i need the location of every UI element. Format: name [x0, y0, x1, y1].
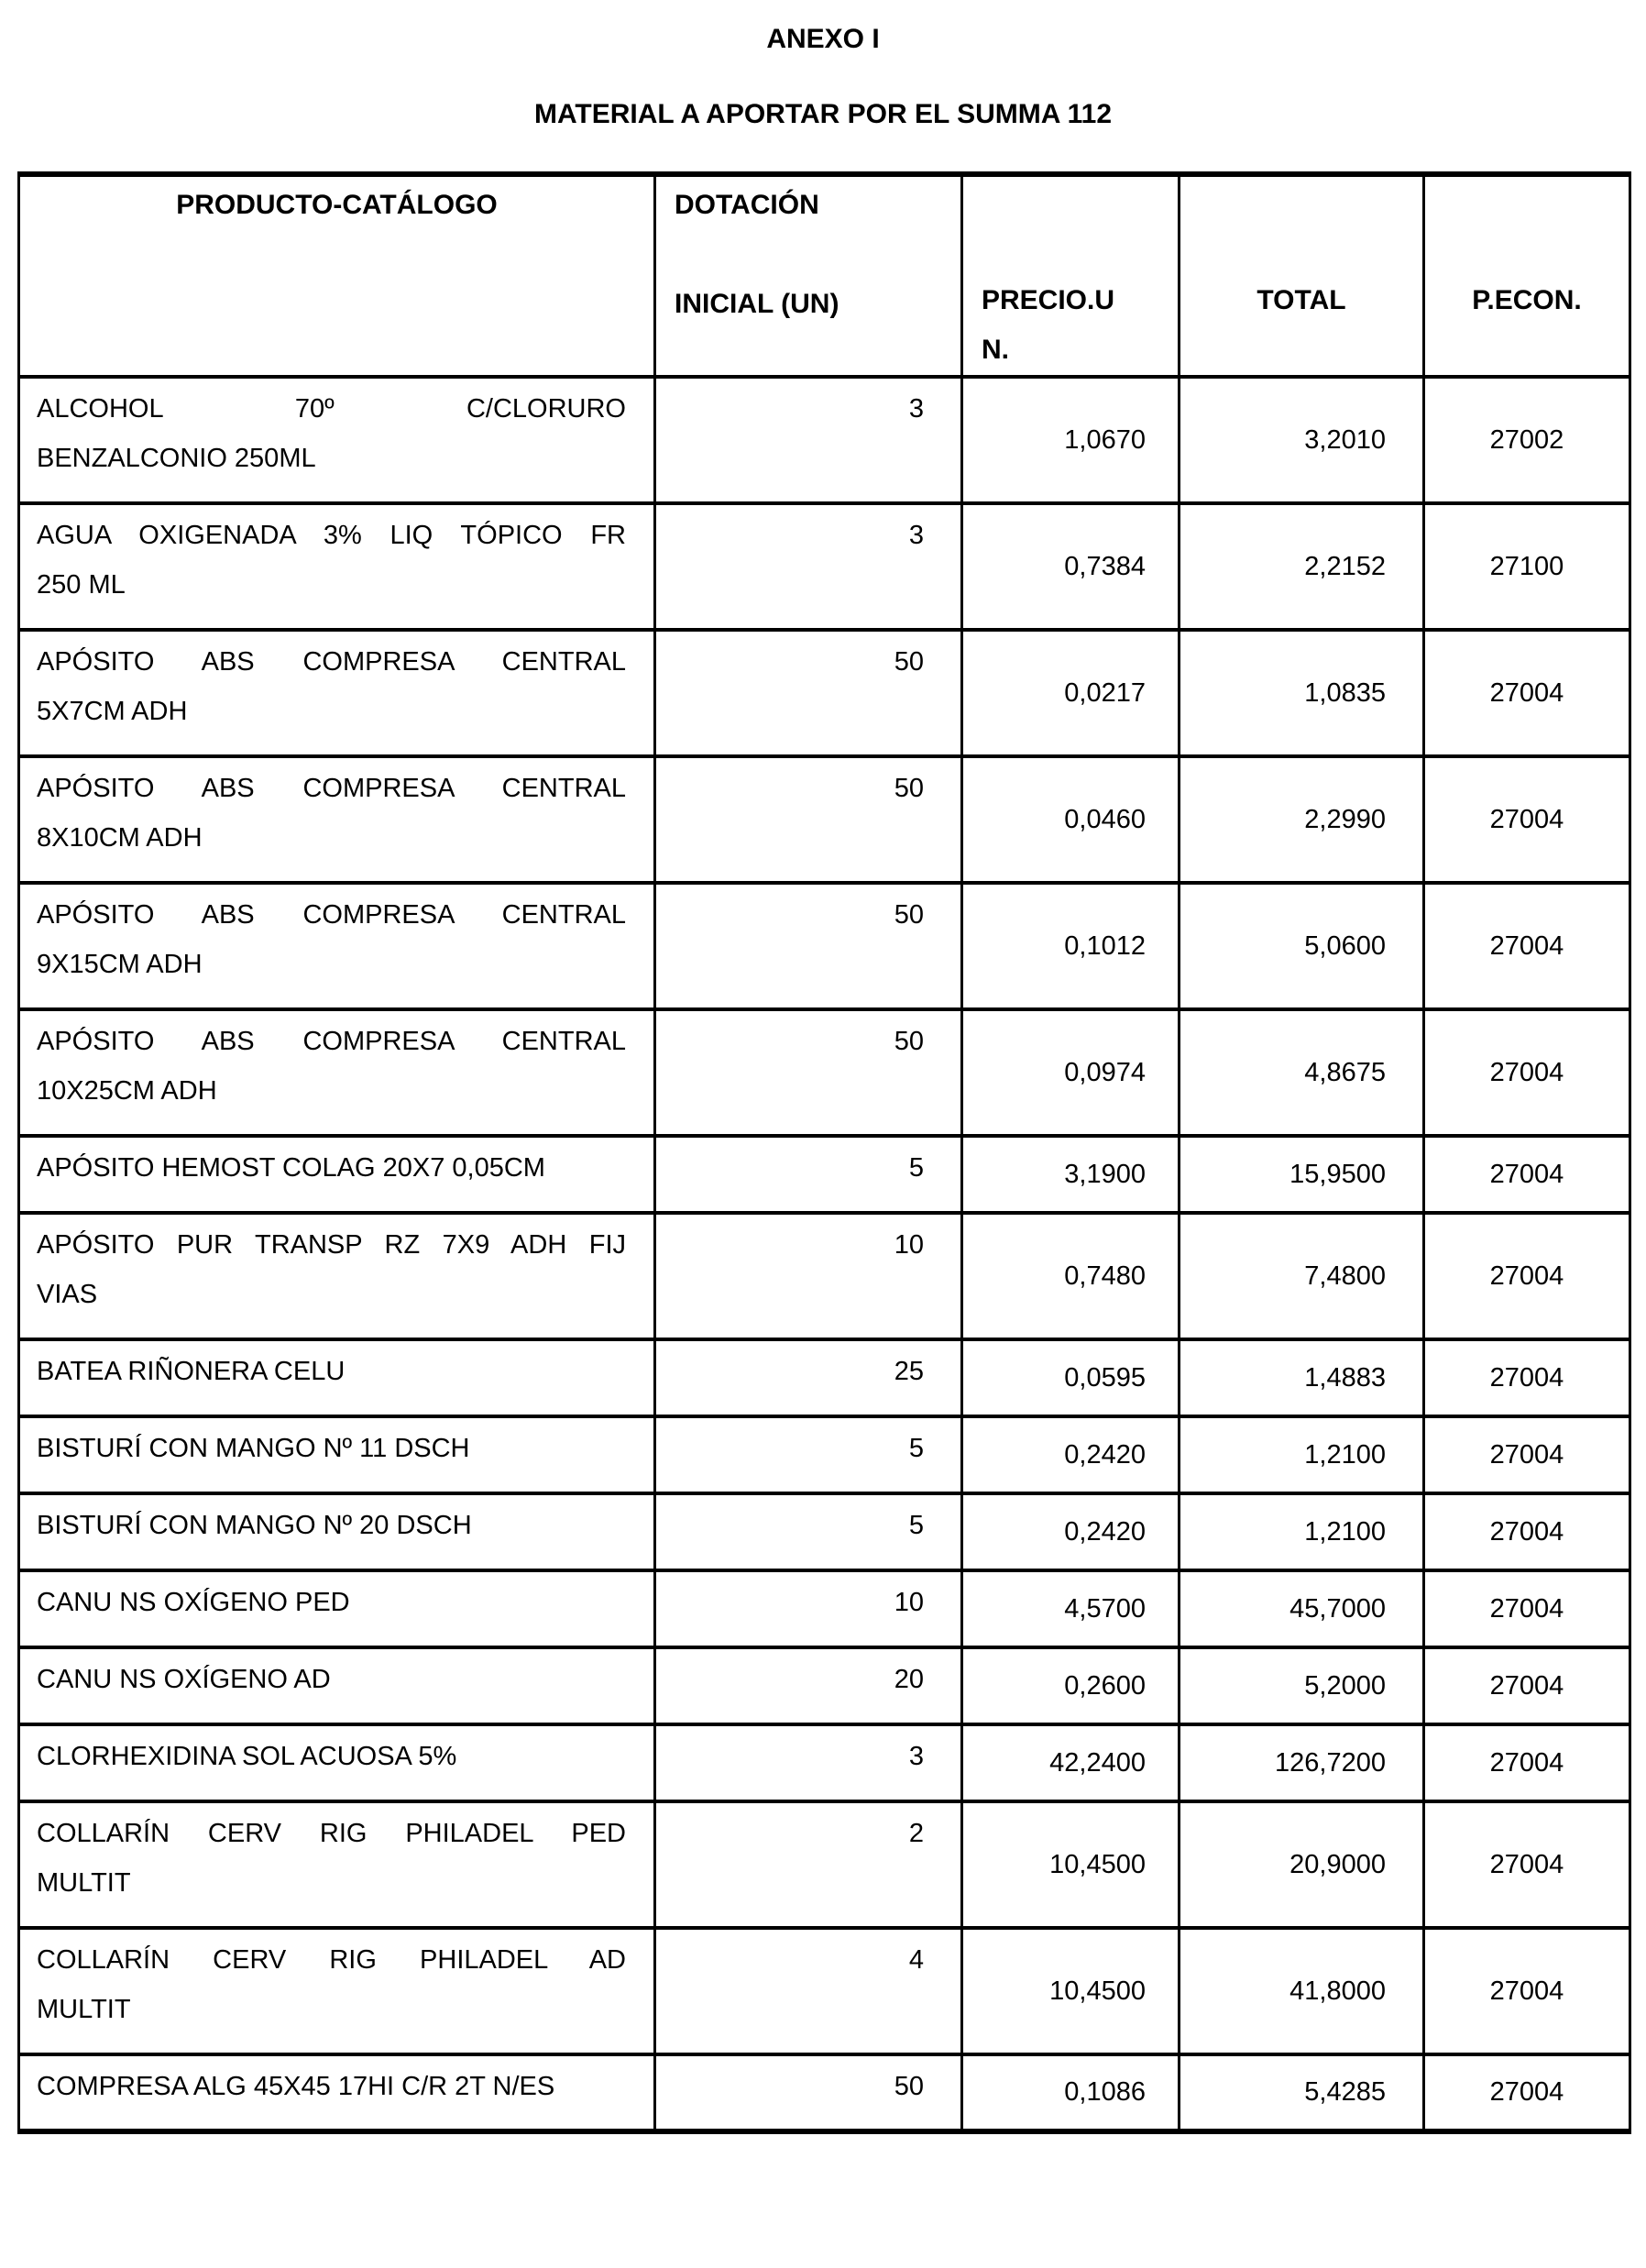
- precio-cell: 0,0595: [962, 1339, 1180, 1416]
- pecon-cell: 27004: [1424, 1416, 1630, 1493]
- header-row: [19, 174, 1630, 377]
- precio-cell: 4,5700: [962, 1570, 1180, 1647]
- product-line: MULTIT: [37, 1995, 131, 2024]
- product-line: VIAS: [37, 1280, 98, 1309]
- dotacion-cell: 10: [655, 1213, 962, 1339]
- pecon-cell: 27004: [1424, 1928, 1630, 2054]
- pecon-cell: 27004: [1424, 756, 1630, 883]
- total-cell: 15,9500: [1180, 1136, 1424, 1213]
- table-row: [19, 1928, 1630, 2054]
- product-line: COMPRESA ALG 45X45 17HI C/R 2T N/ES: [37, 2072, 555, 2101]
- table-row: [19, 1339, 1630, 1416]
- product-line: 9X15CM ADH: [37, 950, 203, 979]
- table-row: [19, 1213, 1630, 1339]
- product-line: 5X7CM ADH: [37, 697, 188, 726]
- header-pecon: [1424, 174, 1630, 377]
- dotacion-cell: 20: [655, 1647, 962, 1724]
- product-cell: [19, 1801, 655, 1928]
- header-producto: [19, 174, 655, 377]
- pecon-cell: 27004: [1424, 630, 1630, 756]
- total-cell: 1,0835: [1180, 630, 1424, 756]
- table-row: [19, 1416, 1630, 1493]
- table-row: [19, 1136, 1630, 1213]
- document-page: [0, 24, 1646, 2134]
- product-cell: [19, 883, 655, 1009]
- precio-cell: 3,1900: [962, 1136, 1180, 1213]
- pecon-cell: 27004: [1424, 1136, 1630, 1213]
- precio-cell: 10,4500: [962, 1801, 1180, 1928]
- dotacion-cell: 3: [655, 1724, 962, 1801]
- product-cell: [19, 503, 655, 630]
- header-dotacion-line2: INICIAL (UN): [675, 289, 839, 319]
- precio-cell: 0,2420: [962, 1493, 1180, 1570]
- total-cell: 7,4800: [1180, 1213, 1424, 1339]
- header-precio-line2: N.: [982, 335, 1009, 365]
- pecon-cell: 27004: [1424, 1339, 1630, 1416]
- product-line: ALCOHOL 70º C/CLORURO: [37, 394, 626, 424]
- total-cell: 45,7000: [1180, 1570, 1424, 1647]
- dotacion-cell: 50: [655, 883, 962, 1009]
- table-row: [19, 756, 1630, 883]
- precio-cell: 0,1012: [962, 883, 1180, 1009]
- table-row: [19, 883, 1630, 1009]
- dotacion-cell: 3: [655, 503, 962, 630]
- precio-cell: 1,0670: [962, 377, 1180, 503]
- total-cell: 2,2152: [1180, 503, 1424, 630]
- product-cell: [19, 1213, 655, 1339]
- product-line: BISTURÍ CON MANGO Nº 11 DSCH: [37, 1434, 470, 1463]
- product-line: COLLARÍN CERV RIG PHILADEL PED: [37, 1819, 626, 1848]
- dotacion-cell: 50: [655, 1009, 962, 1136]
- pecon-cell: 27004: [1424, 1801, 1630, 1928]
- header-producto-label: PRODUCTO-CATÁLOGO: [176, 190, 498, 220]
- product-line: CLORHEXIDINA SOL ACUOSA 5%: [37, 1742, 457, 1771]
- product-cell: [19, 1724, 655, 1801]
- product-cell: [19, 1339, 655, 1416]
- dotacion-cell: 5: [655, 1493, 962, 1570]
- pecon-cell: 27004: [1424, 2054, 1630, 2131]
- header-total: [1180, 174, 1424, 377]
- product-cell: [19, 756, 655, 883]
- header-precio-line1: PRECIO.U: [982, 285, 1115, 315]
- precio-cell: 0,2420: [962, 1416, 1180, 1493]
- product-line: 250 ML: [37, 570, 126, 600]
- product-line: CANU NS OXÍGENO PED: [37, 1588, 350, 1617]
- header-total-label: TOTAL: [1256, 285, 1346, 315]
- pecon-cell: 27004: [1424, 1724, 1630, 1801]
- dotacion-cell: 25: [655, 1339, 962, 1416]
- precio-cell: 0,2600: [962, 1647, 1180, 1724]
- pecon-cell: 27100: [1424, 503, 1630, 630]
- dotacion-cell: 10: [655, 1570, 962, 1647]
- dotacion-cell: 5: [655, 1136, 962, 1213]
- total-cell: 3,2010: [1180, 377, 1424, 503]
- product-cell: [19, 1136, 655, 1213]
- total-cell: 5,4285: [1180, 2054, 1424, 2131]
- dotacion-cell: 50: [655, 630, 962, 756]
- table-row: [19, 377, 1630, 503]
- header-dotacion-line1: DOTACIÓN: [675, 190, 819, 220]
- table-body: [19, 377, 1630, 2131]
- table-row: [19, 1493, 1630, 1570]
- table-header: [19, 174, 1630, 377]
- product-line: MULTIT: [37, 1868, 131, 1898]
- total-cell: 2,2990: [1180, 756, 1424, 883]
- table-row: [19, 1801, 1630, 1928]
- product-cell: [19, 1416, 655, 1493]
- pecon-cell: 27004: [1424, 1493, 1630, 1570]
- precio-cell: 0,0460: [962, 756, 1180, 883]
- total-cell: 1,2100: [1180, 1416, 1424, 1493]
- total-cell: 4,8675: [1180, 1009, 1424, 1136]
- pecon-cell: 27004: [1424, 1647, 1630, 1724]
- precio-cell: 10,4500: [962, 1928, 1180, 2054]
- dotacion-cell: 3: [655, 377, 962, 503]
- product-line: BISTURÍ CON MANGO Nº 20 DSCH: [37, 1511, 472, 1540]
- precio-cell: 0,0217: [962, 630, 1180, 756]
- table-row: [19, 1724, 1630, 1801]
- header-pecon-label: P.ECON.: [1472, 285, 1582, 315]
- product-cell: [19, 1493, 655, 1570]
- total-cell: 1,4883: [1180, 1339, 1424, 1416]
- dotacion-cell: 50: [655, 2054, 962, 2131]
- product-line: 8X10CM ADH: [37, 823, 203, 853]
- product-line: APÓSITO ABS COMPRESA CENTRAL: [37, 647, 626, 677]
- total-cell: 5,2000: [1180, 1647, 1424, 1724]
- table-row: [19, 503, 1630, 630]
- product-line: APÓSITO PUR TRANSP RZ 7X9 ADH FIJ: [37, 1230, 626, 1260]
- total-cell: 5,0600: [1180, 883, 1424, 1009]
- total-cell: 41,8000: [1180, 1928, 1424, 2054]
- precio-cell: 0,7384: [962, 503, 1180, 630]
- precio-cell: 0,7480: [962, 1213, 1180, 1339]
- product-cell: [19, 1647, 655, 1724]
- dotacion-cell: 4: [655, 1928, 962, 2054]
- pecon-cell: 27004: [1424, 883, 1630, 1009]
- table-row: [19, 1647, 1630, 1724]
- page-subtitle: MATERIAL A APORTAR POR EL SUMMA 112: [533, 99, 1113, 129]
- header-precio: [962, 174, 1180, 377]
- product-line: APÓSITO HEMOST COLAG 20X7 0,05CM: [37, 1153, 545, 1183]
- product-cell: [19, 377, 655, 503]
- product-cell: [19, 630, 655, 756]
- product-line: 10X25CM ADH: [37, 1076, 217, 1106]
- product-cell: [19, 1928, 655, 2054]
- pecon-cell: 27004: [1424, 1009, 1630, 1136]
- precio-cell: 0,1086: [962, 2054, 1180, 2131]
- product-line: BENZALCONIO 250ML: [37, 444, 316, 473]
- total-cell: 20,9000: [1180, 1801, 1424, 1928]
- precio-cell: 42,2400: [962, 1724, 1180, 1801]
- table-row: [19, 1570, 1630, 1647]
- material-table: [17, 171, 1631, 2134]
- product-line: CANU NS OXÍGENO AD: [37, 1665, 331, 1694]
- pecon-cell: 27004: [1424, 1213, 1630, 1339]
- total-cell: 1,2100: [1180, 1493, 1424, 1570]
- table-row: [19, 2054, 1630, 2131]
- pecon-cell: 27004: [1424, 1570, 1630, 1647]
- product-line: APÓSITO ABS COMPRESA CENTRAL: [37, 1027, 626, 1056]
- product-line: APÓSITO ABS COMPRESA CENTRAL: [37, 774, 626, 803]
- precio-cell: 0,0974: [962, 1009, 1180, 1136]
- product-line: BATEA RIÑONERA CELU: [37, 1357, 346, 1386]
- table-row: [19, 1009, 1630, 1136]
- product-cell: [19, 2054, 655, 2131]
- product-line: AGUA OXIGENADA 3% LIQ TÓPICO FR: [37, 521, 626, 550]
- pecon-cell: 27002: [1424, 377, 1630, 503]
- page-title: ANEXO I: [766, 24, 880, 54]
- dotacion-cell: 2: [655, 1801, 962, 1928]
- dotacion-cell: 5: [655, 1416, 962, 1493]
- product-line: APÓSITO ABS COMPRESA CENTRAL: [37, 900, 626, 930]
- total-cell: 126,7200: [1180, 1724, 1424, 1801]
- product-cell: [19, 1570, 655, 1647]
- header-dotacion: [655, 174, 962, 377]
- product-line: COLLARÍN CERV RIG PHILADEL AD: [37, 1945, 626, 1975]
- dotacion-cell: 50: [655, 756, 962, 883]
- product-cell: [19, 1009, 655, 1136]
- table-row: [19, 630, 1630, 756]
